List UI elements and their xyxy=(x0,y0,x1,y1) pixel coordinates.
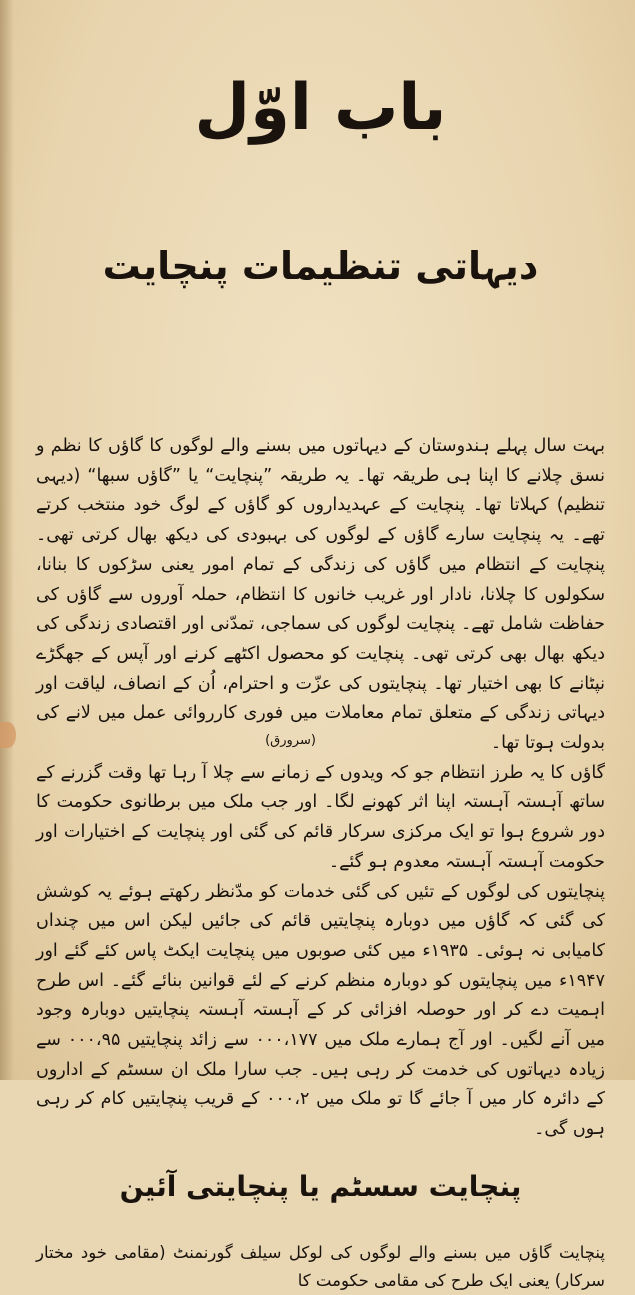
chapter-subtitle: دیہاتی تنظیمات پنچایت xyxy=(102,244,539,288)
chapter-title: باب اوّل xyxy=(194,71,447,145)
paragraph-1: بہت سال پہلے ہندوستان کے دیہاتوں میں بسنے والے لوگوں کا گاؤں کا نظم و نسق چلانے کا اپنا ہی طریقہ تھا۔ یہ طریقہ ”پنچایت“ یا ”گاؤں سبھا“ (دیہی تنظیم) کہلاتا تھا۔ پنچایت کے عہدیداروں کو گاؤں کے لوگ خود منتخب کرتے تھے۔ یہ پنچایت سارے گاؤں کے لوگوں کی بہبودی کی دیکھ بھال کرتی تھی۔ پنچایت کے انتظام میں گاؤں کی زندگی کے تمام امور یعنی سڑکوں کا بنانا، سکولوں کا چلانا، نادار اور غریب خانوں کا انتظام، حملہ آوروں سے گاؤں کی حفاظت شامل تھے۔ پنچایت لوگوں کی سماجی، تمدّنی اور اقتصادی زندگی کی دیکھ بھال بھی کرتی تھی۔ پنچایت کو محصول اکٹھے کرنے اور آپس کے جھگڑے نپٹانے کا بھی اختیار تھا۔ پنچایتوں کی عزّت و احترام، اُن کے انصاف، لیاقت اور دیہاتی زندگی کے متعلق تمام معاملات میں فوری کارروائی عمل میں لانے کی بدولت ہوتا تھا۔ xyxy=(36,436,605,754)
paragraph-2: گاؤں کا یہ طرز انتظام جو کہ ویدوں کے زمانے سے چلا آ رہا تھا وقت گزرنے کے ساتھ آہستہ آہستہ اپنا اثر کھونے لگا۔ اور جب ملک میں برطانوی حکومت کا دور شروع ہوا تو ایک مرکزی سرکار قائم کی گئی اور پنچایت کے اختیارات اور حکومت آہستہ آہستہ معدوم ہو گئے۔ xyxy=(36,762,605,872)
book-page: باب اوّل دیہاتی تنظیمات پنچایت بہت سال پہلے ہندوستان کے دیہاتوں میں بسنے والے لوگوں کا گاؤں کا نظم و نسق چلانے کا اپنا ہی طریقہ تھا۔ یہ طریقہ ”پنچایت“ یا ”گاؤں سبھا“ (دیہی تنظیم) کہلاتا تھا۔ پنچایت کے عہدیداروں کو گاؤں کے لوگ خود منتخب کرتے تھے۔ یہ پنچایت سارے گاؤں کے لوگوں کی بہبودی کی دیکھ بھال کرتی تھی۔ پنچایت کے انتظام میں گاؤں کی زندگی کے تمام امور یعنی سڑکوں کا بنانا، سکولوں کا چلانا، نادار اور غریب خانوں کا انتظام، حملہ آوروں سے گاؤں کی حفاظت شامل تھے۔ پنچایت لوگوں کی سماجی، تمدّنی اور اقتصادی زندگی کی دیکھ بھال بھی کرتی تھی۔ پنچایت کو محصول اکٹھے کرنے اور آپس کے جھگڑے نپٹانے کا بھی اختیار تھا۔ پنچایتوں کی عزّت و احترام، اُن کے انصاف، لیاقت اور دیہاتی زندگی کے متعلق تمام معاملات میں فوری کارروائی عمل میں لانے کی بدولت ہوتا تھا۔ (سرورق) گاؤں کا یہ طرز انتظام جو کہ ویدوں کے زمانے سے چلا آ رہا تھا وقت گزرنے کے ساتھ آہستہ آہستہ اپنا اثر کھونے لگا۔ اور جب ملک میں برطانوی حکومت کا دور شروع ہوا تو ایک مرکزی سرکار قائم کی گئی اور پنچایت کے اختیارات اور حکومت آہستہ آہستہ معدوم ہو گئے۔ پنچایتوں کی لوگوں کے تئیں کی گئی خدمات کو مدّنظر رکھتے ہوئے یہ کوشش کی گئی کہ گاؤں میں دوبارہ پنچایتیں قائم کی جائیں لیکن اس میں چنداں کامیابی نہ ہوئی۔ ۱۹۳۵ء میں کئی صوبوں میں پنچایت ایکٹ پاس کئے گئے اور ۱۹۴۷ء میں پنچایتوں کو دوبارہ منظم کرنے کے لئے قوانین بنائے گئے۔ اس طرح اہمیت دے کر اور حوصلہ افزائی کر کے آہستہ آہستہ پنچایتیں دوبارہ وجود میں آنے لگیں۔ اور آج ہمارے ملک میں ۰۰۰،۱۷۷ سے زائد پنچایتیں ۰۰۰،۹۵ سے زیادہ دیہاتوں کی خدمت کر رہی ہیں۔ جب سارا ملک ان سسٹم کے اداروں کے دائرہ کار میں آ جائے گا تو ملک میں ۰۰۰،۲ کے قریب پنچایتیں کام کر رہی ہوں گی۔ پنچایت سسٹم یا پنچایتی آئین پنچایت گاؤں میں بسنے والے لوگوں کی لوکل سیلف گورنمنٹ (مقامی خود مختار سرکار) یعنی ایک طرح کی مقامی حکومت کا xyxy=(0,0,635,1080)
spine-shadow xyxy=(0,0,14,1080)
paragraph-3: پنچایتوں کی لوگوں کے تئیں کی گئی خدمات کو مدّنظر رکھتے ہوئے یہ کوشش کی گئی کہ گاؤں میں دوبارہ پنچایتیں قائم کی جائیں لیکن اس میں چنداں کامیابی نہ ہوئی۔ ۱۹۳۵ء میں کئی صوبوں میں پنچایت ایکٹ پاس کئے گئے اور ۱۹۴۷ء میں پنچایتوں کو دوبارہ منظم کرنے کے لئے قوانین بنائے گئے۔ اس طرح اہمیت دے کر اور حوصلہ افزائی کر کے آہستہ آہستہ پنچایتیں دوبارہ وجود میں آنے لگیں۔ اور آج ہمارے ملک میں ۰۰۰،۱۷۷ سے زائد پنچایتیں ۰۰۰،۹۵ سے زیادہ دیہاتوں کی خدمت کر رہی ہیں۔ جب سارا ملک ان سسٹم کے اداروں کے دائرہ کار میں آ جائے گا تو ملک میں ۰۰۰،۲ کے قریب پنچایتیں کام کر رہی ہوں گی۔ xyxy=(36,881,605,1140)
paragraph-4: پنچایت گاؤں میں بسنے والے لوگوں کی لوکل سیلف گورنمنٹ (مقامی خود مختار سرکار) یعنی ایک طرح کی مقامی حکومت کا xyxy=(36,1242,605,1290)
section-heading: پنچایت سسٹم یا پنچایتی آئین xyxy=(119,1169,522,1203)
paper-stain xyxy=(0,722,16,748)
